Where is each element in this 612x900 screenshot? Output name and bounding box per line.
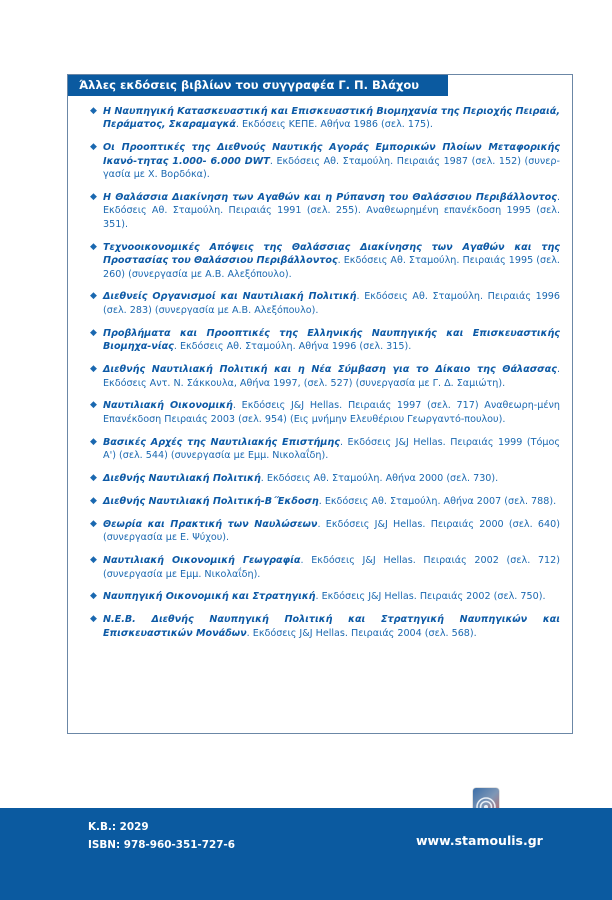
publication-item bbox=[90, 495, 560, 508]
publication-item bbox=[90, 105, 560, 132]
publication-item bbox=[90, 613, 560, 640]
publication-title: Θεωρία και Πρακτική των Ναυλώσεων bbox=[103, 518, 318, 530]
publication-title: Διεθνείς Οργανισμοί και Ναυτιλιακή Πολιτική bbox=[103, 291, 357, 303]
box-header: Άλλες εκδόσεις βιβλίων του συγγραφέα Γ. Π. Βλάχου bbox=[68, 75, 448, 96]
publication-details: . Εκδόσεις ΚΕΠΕ. Αθήνα 1986 (σελ. 175). bbox=[235, 119, 433, 131]
publication-details: . Εκδόσεις J&J Hellas. Πειραιάς 1997 (σελ. 717) Αναθεωρη-μένη Επανέκδοση Πειραιάς 2003 (σελ. 954) (Εις μνήμην Ελευθέριου Γεωργαντό-πουλου). bbox=[103, 400, 560, 425]
publication-item bbox=[90, 436, 560, 463]
isbn: ISBN: 978-960-351-727-6 bbox=[88, 839, 235, 851]
publication-item bbox=[90, 472, 560, 485]
publication-details: . Εκδόσεις Αθ. Σταμούλη. Αθήνα 2007 (σελ. 788). bbox=[318, 495, 557, 507]
publication-details: . Εκδόσεις J&J Hellas. Πειραιάς 2004 (σελ. 568). bbox=[246, 627, 477, 639]
publication-details: . Εκδόσεις Αθ. Σταμούλη. Αθήνα 1996 (σελ. 315). bbox=[173, 341, 412, 353]
publication-details: . Εκδόσεις J&J Hellas. Πειραιάς 2000 (σελ. 640) (συνεργασία με Ε. Ψύχου). bbox=[103, 518, 560, 544]
publication-title: Διεθνής Ναυτιλιακή Πολιτική και η Νέα Σύμβαση για το Δίκαιο της Θάλασσας bbox=[103, 364, 557, 376]
publication-details: . Εκδόσεις Αντ. Ν. Σάκκουλα, Αθήνα 1997, (σελ. 527) (συνεργασία με Γ. Δ. Σαμιώτη). bbox=[103, 364, 560, 389]
publication-details: . Εκδόσεις Αθ. Σταμούλη. Αθήνα 2000 (σελ. 730). bbox=[260, 473, 499, 485]
publication-details: . Εκδόσεις Αθ. Σταμούλη. Πειραιάς 1987 (σελ. 152) (συνερ-γασία με Χ. Βορδόκα). bbox=[103, 155, 560, 181]
diamond-bullet-icon: ◆ bbox=[90, 192, 97, 203]
diamond-bullet-icon: ◆ bbox=[90, 436, 97, 447]
publication-title: Ν.Ε.Β. Διεθνής Ναυπηγική Πολιτική και Στρατηγική Ναυπηγικών και Επισκευαστικών Μονάδων bbox=[103, 614, 560, 639]
publication-details: . Εκδόσεις Αθ. Σταμούλη. Πειραιάς 1995 (σελ. 260) (συνεργασία με Α.Β. Αλεξόπουλο). bbox=[103, 255, 560, 280]
publication-details: . Εκδόσεις J&J Hellas. Πειραιάς 2002 (σελ. 750). bbox=[315, 591, 546, 603]
publication-title: Ναυπηγική Οικονομική και Στρατηγική bbox=[103, 591, 316, 603]
diamond-bullet-icon: ◆ bbox=[90, 327, 97, 338]
publication-details: . Εκδόσεις J&J Hellas. Πειραιάς 2002 (σελ. 712) (συνεργασία με Εμμ. Νικολαΐδη). bbox=[103, 555, 560, 580]
diamond-bullet-icon: ◆ bbox=[90, 400, 97, 411]
publication-title: Βασικές Αρχές της Ναυτιλιακής Επιστήμης bbox=[103, 436, 340, 448]
publication-item bbox=[90, 327, 560, 354]
catalog-number: K.B.: 2029 bbox=[88, 821, 149, 833]
publication-item bbox=[90, 590, 560, 603]
publication-item bbox=[90, 241, 560, 281]
diamond-bullet-icon: ◆ bbox=[90, 473, 97, 484]
publication-details: . Εκδόσεις Αθ. Σταμούλη. Πειραιάς 1996 (σελ. 283) (συνεργασία με Α.Β. Αλεξόπουλο). bbox=[103, 291, 560, 316]
publication-item bbox=[90, 191, 560, 231]
publication-title: Η Θαλάσσια Διακίνηση των Αγαθών και η Ρύπανση του Θαλάσσιου Περιβάλλοντος bbox=[103, 192, 557, 204]
publication-item bbox=[90, 554, 560, 581]
publication-item bbox=[90, 290, 560, 317]
publication-title: Διεθνής Ναυτιλιακή Πολιτική-Β΄Έκδοση bbox=[103, 495, 319, 507]
publication-title: Η Ναυπηγική Κατασκευαστική και Επισκευαστική Βιομηχανία της Περιοχής Πειραιά, Περάματος, Σκαραμαγκά bbox=[103, 106, 560, 131]
diamond-bullet-icon: ◆ bbox=[90, 106, 97, 116]
diamond-bullet-icon: ◆ bbox=[90, 142, 97, 153]
publication-title: Ναυτιλιακή Οικονομική Γεωγραφία bbox=[103, 555, 301, 567]
publication-item bbox=[90, 399, 560, 426]
diamond-bullet-icon: ◆ bbox=[90, 291, 97, 302]
diamond-bullet-icon: ◆ bbox=[90, 495, 97, 506]
publication-item bbox=[90, 518, 560, 545]
publication-details: . Εκδόσεις J&J Hellas. Πειραιάς 1999 (Τόμος Α') (σελ. 544) (συνεργασία με Εμμ. Νικολαΐδη). bbox=[103, 436, 560, 462]
publication-title: Οι Προοπτικές της Διεθνούς Ναυτικής Αγοράς Εμπορικών Πλοίων Μεταφορικής Ικανό-τητας 1.000- 6.000 DWT bbox=[103, 142, 560, 167]
publication-details: . Εκδόσεις Αθ. Σταμούλη. Πειραιάς 1991 (σελ. 255). Αναθεωρημένη επανέκδοση 1995 (σελ. 351). bbox=[103, 192, 560, 230]
diamond-bullet-icon: ◆ bbox=[90, 518, 97, 529]
publisher-website-link[interactable]: www.stamoulis.gr bbox=[416, 833, 543, 848]
publication-title: Τεχνοοικονομικές Απόψεις της Θαλάσσιας Διακίνησης των Αγαθών και της Προστασίας του Θαλάσσιου Περιβάλλοντος bbox=[103, 241, 560, 267]
publication-title: Διεθνής Ναυτιλιακή Πολιτική bbox=[103, 473, 261, 485]
footer-band bbox=[0, 808, 612, 900]
publication-title: Ναυτιλιακή Οικονομική bbox=[103, 400, 233, 412]
publication-item bbox=[90, 141, 560, 181]
diamond-bullet-icon: ◆ bbox=[90, 591, 97, 602]
diamond-bullet-icon: ◆ bbox=[90, 364, 97, 375]
diamond-bullet-icon: ◆ bbox=[90, 555, 97, 566]
publications-list bbox=[90, 105, 560, 650]
publication-title: Προβλήματα και Προοπτικές της Ελληνικής Ναυπηγικής και Επισκευαστικής Βιομηχα-νίας bbox=[103, 327, 560, 353]
diamond-bullet-icon: ◆ bbox=[90, 614, 97, 625]
publication-item bbox=[90, 363, 560, 390]
other-publications-box bbox=[67, 74, 573, 734]
diamond-bullet-icon: ◆ bbox=[90, 241, 97, 252]
